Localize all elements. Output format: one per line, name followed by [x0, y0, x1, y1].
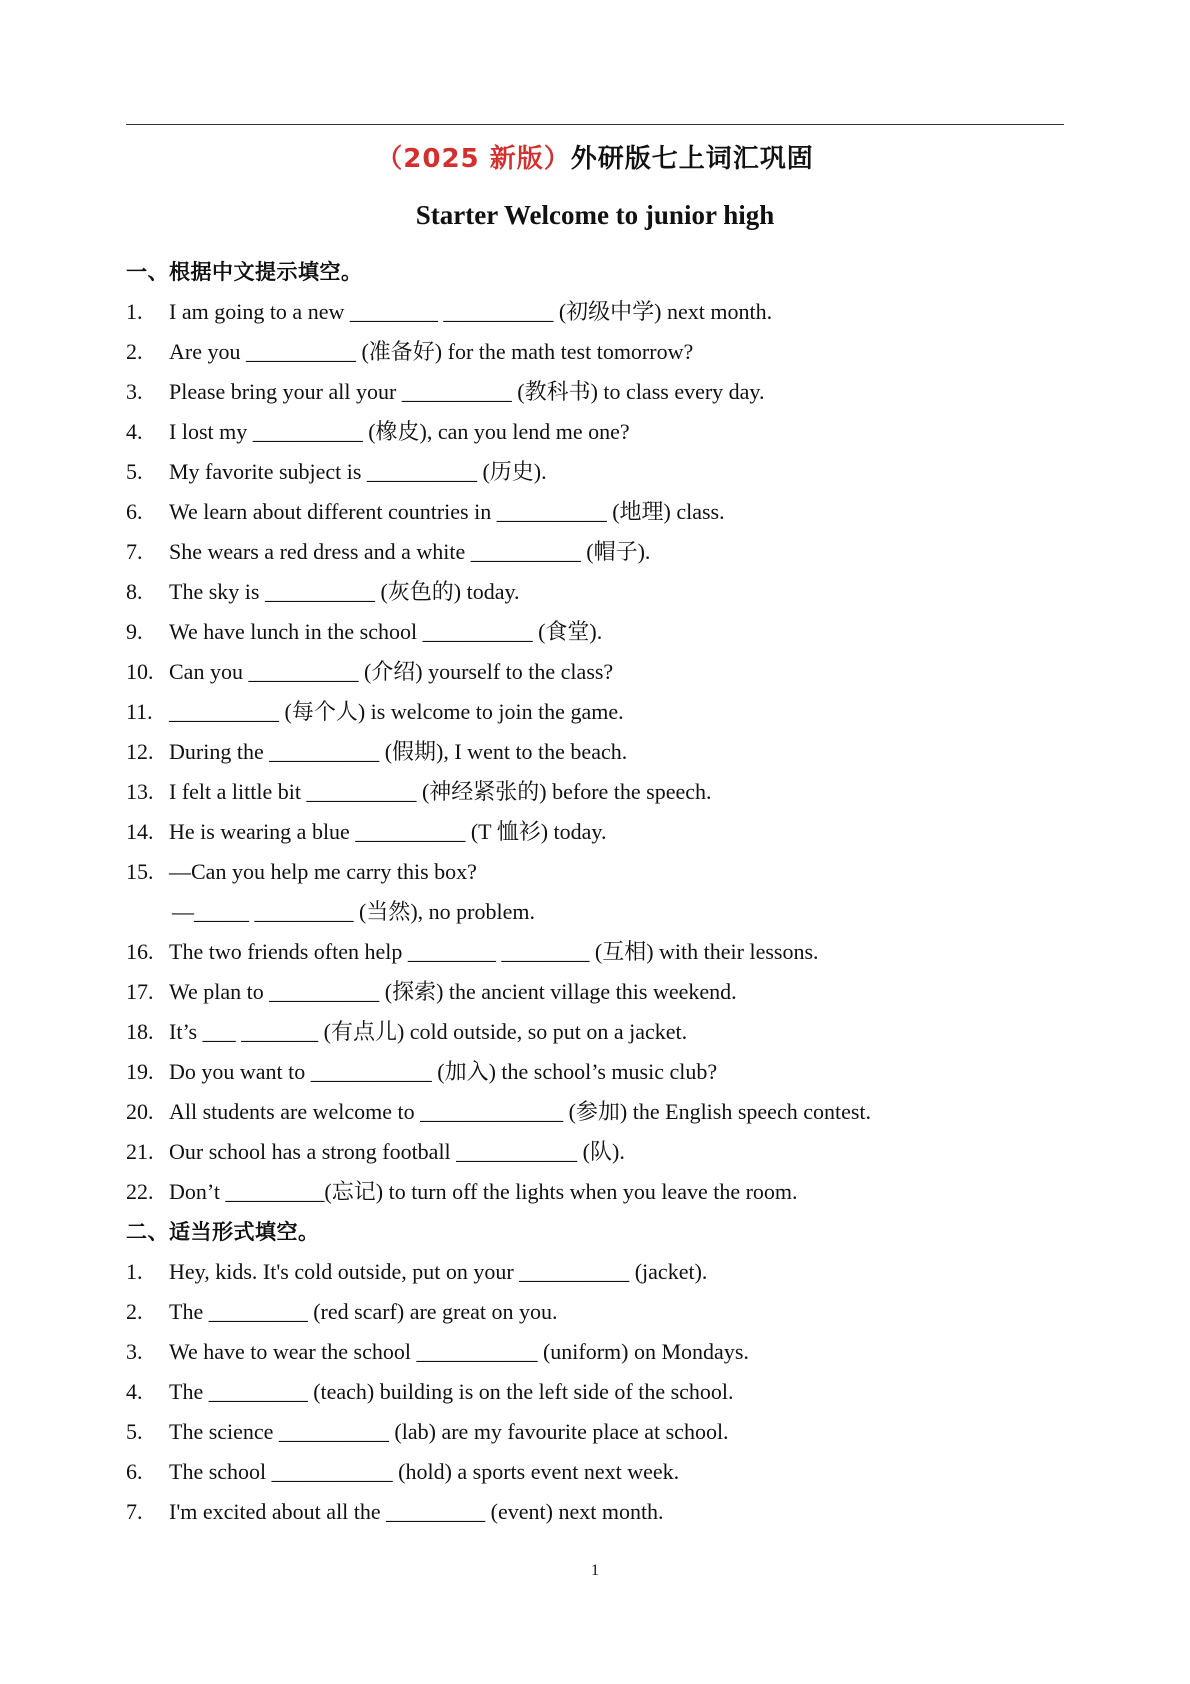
question-number: 14.: [126, 819, 154, 844]
question-number: 8.: [126, 579, 143, 604]
page-number: 1: [591, 1562, 599, 1579]
question-item: [126, 652, 1066, 692]
question-text: It’s ___ _______ (有点儿) cold outside, so put on a jacket.: [169, 1019, 688, 1044]
title-main: 外研版七上词汇巩固: [570, 144, 814, 174]
section1-heading: 一、根据中文提示填空。: [126, 260, 363, 284]
question-text: We have lunch in the school __________ (食堂).: [169, 619, 603, 644]
question-number: 10.: [126, 659, 154, 684]
question-number: 4.: [126, 1379, 143, 1404]
question-number: 19.: [126, 1059, 154, 1084]
question-item: [126, 1132, 1066, 1172]
header-rule: [126, 124, 1064, 125]
question-number: 4.: [126, 419, 143, 444]
worksheet-body: [126, 252, 1066, 1532]
question-number: 9.: [126, 619, 143, 644]
question-text: I felt a little bit __________ (神经紧张的) before the speech.: [169, 779, 712, 804]
question-item: [126, 532, 1066, 572]
question-text: We have to wear the school ___________ (uniform) on Mondays.: [169, 1339, 749, 1364]
question-item: [126, 852, 1066, 892]
question-item: [126, 772, 1066, 812]
question-item: [126, 292, 1066, 332]
question-number: 3.: [126, 379, 143, 404]
question-text: Our school has a strong football ___________ (队).: [169, 1139, 625, 1164]
section1-list: [126, 292, 1066, 1212]
question-item: [126, 1492, 1066, 1532]
question-item: [126, 1092, 1066, 1132]
question-text: I'm excited about all the _________ (event) next month.: [169, 1499, 664, 1524]
question-item: [126, 812, 1066, 852]
question-text: __________ (每个人) is welcome to join the game.: [169, 699, 624, 724]
question-number: 6.: [126, 499, 143, 524]
question-text: The _________ (teach) building is on the left side of the school.: [169, 1379, 734, 1404]
question-text: The school ___________ (hold) a sports event next week.: [169, 1459, 680, 1484]
question-number: 2.: [126, 1299, 143, 1324]
question-number: 7.: [126, 539, 143, 564]
question-text: We plan to __________ (探索) the ancient village this weekend.: [169, 979, 737, 1004]
question-text: Please bring your all your __________ (教科书) to class every day.: [169, 379, 765, 404]
question-text: Hey, kids. It's cold outside, put on your __________ (jacket).: [169, 1259, 708, 1284]
question-item: [126, 1412, 1066, 1452]
question-item: [126, 972, 1066, 1012]
question-text: Are you __________ (准备好) for the math test tomorrow?: [169, 339, 694, 364]
question-number: 12.: [126, 739, 154, 764]
question-item: [126, 572, 1066, 612]
question-number: 5.: [126, 1419, 143, 1444]
question-item: [126, 1332, 1066, 1372]
question-item: [126, 612, 1066, 652]
question-number: 1.: [126, 299, 143, 324]
question-item: [126, 1452, 1066, 1492]
unit-subtitle: Starter Welcome to junior high: [415, 200, 775, 230]
question-item: [126, 452, 1066, 492]
question-item: [126, 732, 1066, 772]
question-number: 11.: [126, 699, 153, 724]
page-title: [0, 138, 1190, 175]
section2-heading: 二、适当形式填空。: [126, 1220, 320, 1244]
question-item: [126, 332, 1066, 372]
question-number: 2.: [126, 339, 143, 364]
question-number: 21.: [126, 1139, 154, 1164]
question-number: 7.: [126, 1499, 143, 1524]
question-text: The two friends often help ________ ________ (互相) with their lessons.: [169, 939, 819, 964]
question-text: He is wearing a blue __________ (T 恤衫) today.: [169, 819, 607, 844]
question-text: Don’t _________(忘记) to turn off the lights when you leave the room.: [169, 1179, 798, 1204]
question-item: [126, 1292, 1066, 1332]
question-text: My favorite subject is __________ (历史).: [169, 459, 547, 484]
question-text: —Can you help me carry this box?: [169, 859, 477, 884]
question-item: [126, 692, 1066, 732]
question-item: [126, 1372, 1066, 1412]
question-item: [126, 372, 1066, 412]
question-item: [126, 1172, 1066, 1212]
question-number: 22.: [126, 1179, 154, 1204]
question-item: [126, 1012, 1066, 1052]
section2-list: [126, 1252, 1066, 1532]
question-item: [126, 1052, 1066, 1092]
question-item: [126, 412, 1066, 452]
question-text: I am going to a new ________ __________ (初级中学) next month.: [169, 299, 773, 324]
question-number: 17.: [126, 979, 154, 1004]
question-item: [126, 492, 1066, 532]
question-number: 20.: [126, 1099, 154, 1124]
question-text: We learn about different countries in __________ (地理) class.: [169, 499, 725, 524]
question-text: All students are welcome to _____________ (参加) the English speech contest.: [169, 1099, 872, 1124]
question-text: The _________ (red scarf) are great on you.: [169, 1299, 558, 1324]
question-number: 16.: [126, 939, 154, 964]
question-number: 18.: [126, 1019, 154, 1044]
question-item: [126, 1252, 1066, 1292]
question-text: The sky is __________ (灰色的) today.: [169, 579, 520, 604]
question-text: She wears a red dress and a white __________ (帽子).: [169, 539, 651, 564]
question-number: 1.: [126, 1259, 143, 1284]
question-number: 3.: [126, 1339, 143, 1364]
question-text: During the __________ (假期), I went to the beach.: [169, 739, 628, 764]
question-number: 5.: [126, 459, 143, 484]
question-text: I lost my __________ (橡皮), can you lend me one?: [169, 419, 630, 444]
question-text: Do you want to ___________ (加入) the school’s music club?: [169, 1059, 718, 1084]
question-text: The science __________ (lab) are my favourite place at school.: [169, 1419, 729, 1444]
question-number: 13.: [126, 779, 154, 804]
question-number: 6.: [126, 1459, 143, 1484]
question-text: —_____ _________ (当然), no problem.: [172, 899, 535, 924]
question-item: [126, 932, 1066, 972]
title-edition: （2025 新版）: [376, 144, 571, 174]
question-item: [126, 892, 1066, 932]
question-number: 15.: [126, 859, 154, 884]
question-text: Can you __________ (介绍) yourself to the class?: [169, 659, 614, 684]
